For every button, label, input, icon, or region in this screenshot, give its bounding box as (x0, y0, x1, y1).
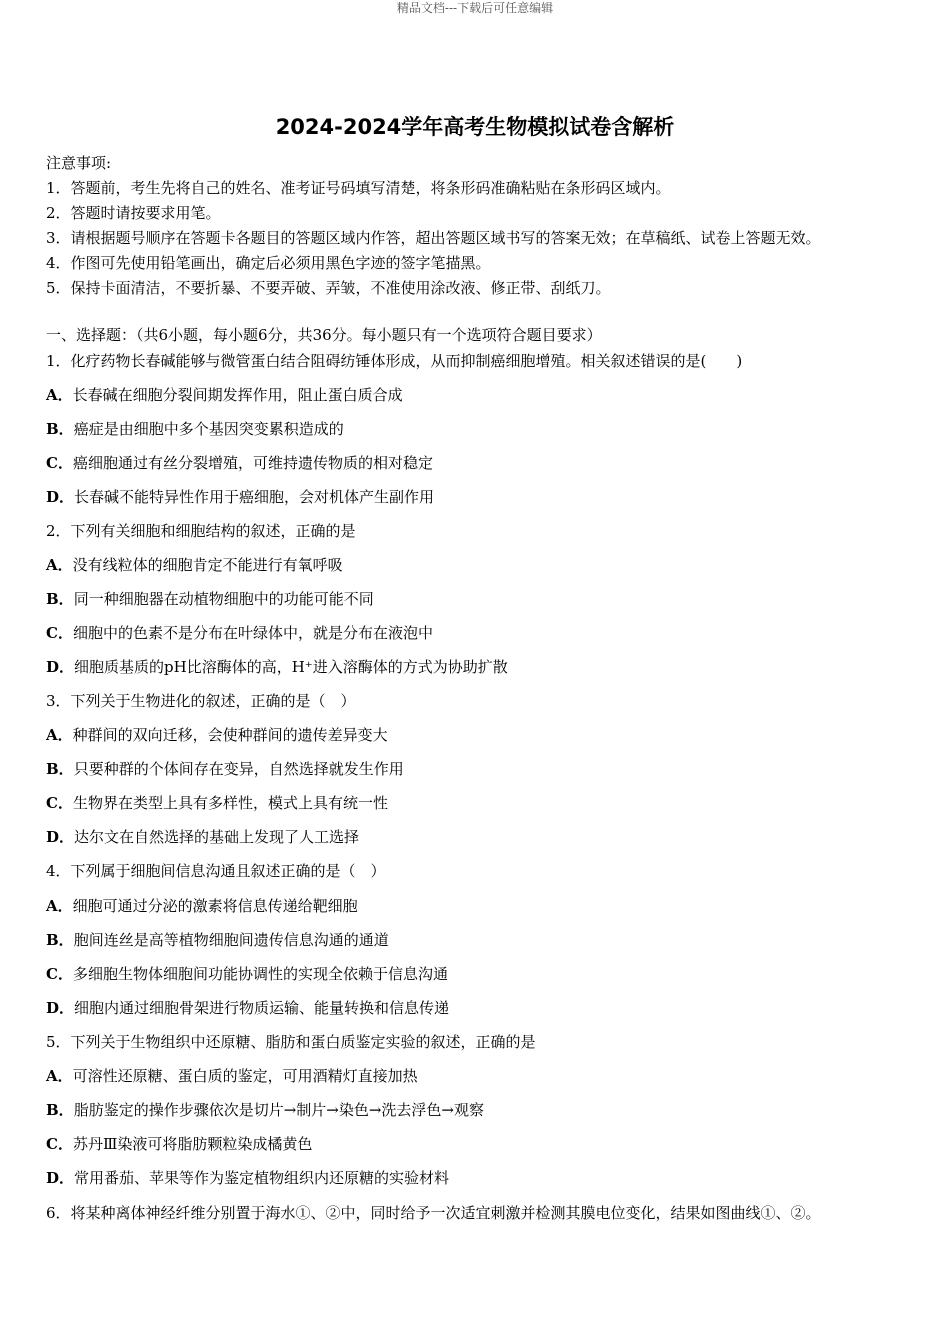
option-text: 细胞中的色素不是分布在叶绿体中，就是分布在液泡中 (72, 624, 433, 642)
option-row (46, 792, 388, 814)
question-stem: 5．下列关于生物组织中还原糖、脂肪和蛋白质鉴定实验的叙述，正确的是 (46, 1033, 536, 1051)
section-heading: 一、选择题：（共6小题，每小题6分，共36分。每小题只有一个选项符合题目要求） (46, 326, 602, 344)
option-text: 胞间连丝是高等植物细胞间遗传信息沟通的通道 (73, 931, 389, 949)
option-text: 多细胞生物体细胞间功能协调性的实现全依赖于信息沟通 (72, 965, 448, 983)
option-row (46, 656, 508, 678)
option-row (46, 758, 404, 780)
question-stem: 6．将某种离体神经纤维分别置于海水①、②中，同时给予一次适宜刺激并检测其膜电位变化，结果如图曲线①、②。 (46, 1204, 821, 1222)
option-text: 达尔文在自然选择的基础上发现了人工选择 (74, 828, 360, 846)
option-row (46, 554, 343, 576)
option-row (46, 963, 448, 985)
notice-item: 5．保持卡面清洁，不要折暴、不要弄破、弄皱，不准使用涂改液、修正带、刮纸刀。 (46, 279, 611, 297)
option-row (46, 384, 403, 406)
option-letter: A． (46, 726, 73, 744)
option-text: 脂肪鉴定的操作步骤依次是切片→制片→染色→洗去浮色→观察 (73, 1101, 484, 1119)
option-text: 细胞内通过细胞骨架进行物质运输、能量转换和信息传递 (74, 999, 450, 1017)
option-text: 长春碱不能特异性作用于癌细胞，会对机体产生副作用 (74, 488, 435, 506)
option-letter: D． (46, 828, 75, 846)
notice-heading: 注意事项: (46, 154, 112, 172)
option-letter: D． (46, 658, 75, 676)
option-text: 苏丹Ⅲ染液可将脂肪颗粒染成橘黄色 (72, 1135, 313, 1153)
option-text: 只要种群的个体间存在变异，自然选择就发生作用 (73, 760, 404, 778)
notice-item: 3．请根据题号顺序在答题卡各题目的答题区域内作答，超出答题区域书写的答案无效；在草稿纸、试卷上答题无效。 (46, 229, 821, 247)
option-letter: D． (46, 488, 75, 506)
option-text: 细胞质基质的pH比溶酶体的高，H⁺进入溶酶体的方式为协助扩散 (74, 658, 508, 676)
option-row (46, 1065, 418, 1087)
option-row (46, 895, 358, 917)
option-letter: C． (46, 794, 73, 812)
option-letter: C． (46, 624, 73, 642)
option-text: 长春碱在细胞分裂间期发挥作用，阻止蛋白质合成 (72, 386, 403, 404)
option-row (46, 1099, 484, 1121)
option-letter: C． (46, 454, 73, 472)
option-text: 种群间的双向迁移，会使种群间的遗传差异变大 (72, 726, 388, 744)
option-letter: B． (46, 760, 74, 778)
option-letter: B． (46, 1101, 74, 1119)
option-letter: A． (46, 386, 73, 404)
option-row (46, 622, 433, 644)
option-row (46, 1167, 449, 1189)
option-text: 生物界在类型上具有多样性，模式上具有统一性 (72, 794, 388, 812)
question-stem: 4．下列属于细胞间信息沟通且叙述正确的是（ ） (46, 862, 386, 880)
question-stem: 3．下列关于生物进化的叙述，正确的是（ ） (46, 692, 356, 710)
option-text: 细胞可通过分泌的激素将信息传递给靶细胞 (72, 897, 358, 915)
notice-block (46, 151, 926, 301)
option-text: 同一种细胞器在动植物细胞中的功能可能不同 (73, 590, 374, 608)
question-stem: 2．下列有关细胞和细胞结构的叙述，正确的是 (46, 522, 356, 540)
option-row (46, 418, 344, 440)
option-letter: C． (46, 1135, 73, 1153)
page-header: 精品文档---下载后可任意编辑 (396, 1, 554, 15)
question-stem: 1．化疗药物长春碱能够与微管蛋白结合阻碍纺锤体形成，从而抑制癌细胞增殖。相关叙述错误的是( ) (46, 352, 743, 370)
option-text: 常用番茄、苹果等作为鉴定植物组织内还原糖的实验材料 (74, 1169, 450, 1187)
option-letter: C． (46, 965, 73, 983)
option-row (46, 929, 389, 951)
option-letter: B． (46, 931, 74, 949)
notice-item: 2．答题时请按要求用笔。 (46, 204, 221, 222)
option-row (46, 826, 359, 848)
option-row (46, 588, 374, 610)
option-row (46, 486, 434, 508)
option-letter: B． (46, 420, 74, 438)
notice-item: 1．答题前，考生先将自己的姓名、准考证号码填写清楚，将条形码准确粘贴在条形码区域内。 (46, 179, 671, 197)
option-row (46, 724, 388, 746)
option-letter: D． (46, 999, 75, 1017)
option-letter: D． (46, 1169, 75, 1187)
option-row (46, 452, 433, 474)
notice-item: 4．作图可先使用铅笔画出，确定后必须用黑色字迹的签字笔描黑。 (46, 254, 491, 272)
option-row (46, 997, 449, 1019)
option-text: 癌症是由细胞中多个基因突变累积造成的 (73, 420, 344, 438)
option-letter: A． (46, 556, 73, 574)
option-letter: B． (46, 590, 74, 608)
option-letter: A． (46, 897, 73, 915)
option-text: 癌细胞通过有丝分裂增殖，可维持遗传物质的相对稳定 (72, 454, 433, 472)
option-letter: A． (46, 1067, 73, 1085)
option-row (46, 1133, 312, 1155)
option-text: 可溶性还原糖、蛋白质的鉴定，可用酒精灯直接加热 (72, 1067, 418, 1085)
option-text: 没有线粒体的细胞肯定不能进行有氧呼吸 (72, 556, 343, 574)
page-title: 2024-2024学年高考生物模拟试卷含解析 (275, 115, 675, 139)
